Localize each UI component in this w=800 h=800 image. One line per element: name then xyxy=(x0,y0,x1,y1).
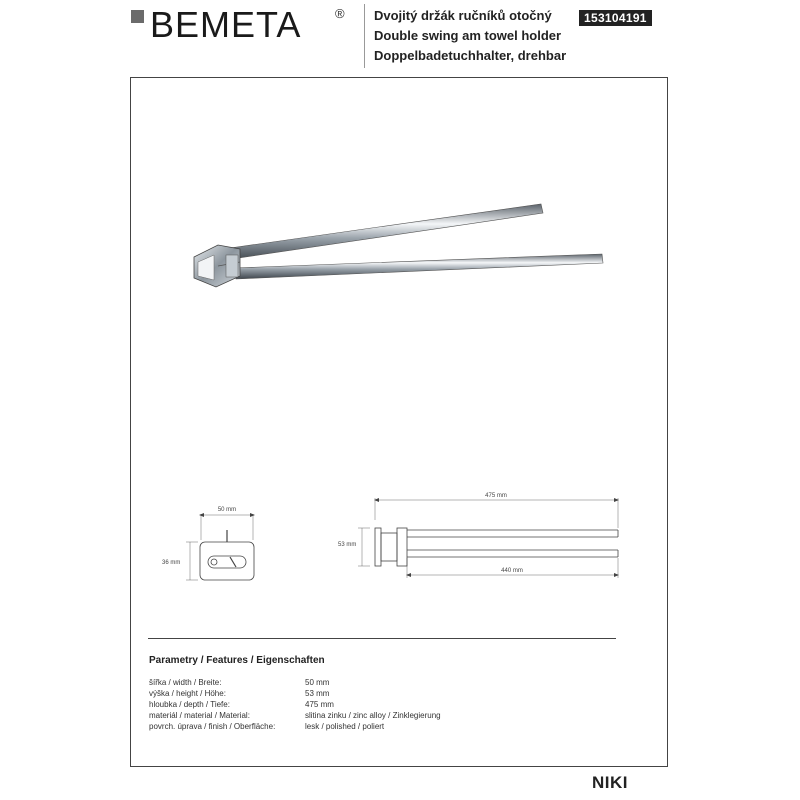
registered-mark: ® xyxy=(335,6,345,21)
feature-label-width: šířka / width / Breite: xyxy=(149,678,222,687)
dim-bar-length: 440 mm xyxy=(501,568,523,574)
product-name: NIKI xyxy=(592,773,628,792)
section-divider xyxy=(148,638,616,639)
dim-side-height: 53 mm xyxy=(338,542,357,548)
product-photo xyxy=(194,204,603,287)
feature-value-depth: 475 mm xyxy=(305,700,334,709)
feature-label-material: materiál / material / Material: xyxy=(149,711,250,720)
lower-bar xyxy=(234,254,603,279)
feature-value-material: slitina zinku / zinc alloy / Zinklegierung xyxy=(305,711,441,720)
feature-label-finish: povrch. úprava / finish / Oberfläche: xyxy=(149,722,276,731)
dim-front-height: 36 mm xyxy=(162,560,181,566)
feature-value-finish: lesk / polished / poliert xyxy=(305,722,385,731)
product-code-badge: 153104191 xyxy=(579,10,652,26)
upper-bar xyxy=(216,204,543,261)
feature-label-depth: hloubka / depth / Tiefe: xyxy=(149,700,230,709)
features-heading: Parametry / Features / Eigenschaften xyxy=(149,655,325,666)
side-view-drawing xyxy=(358,498,619,578)
title-german: Doppelbadetuchhalter, drehbar xyxy=(374,48,567,63)
feature-value-height: 53 mm xyxy=(305,689,330,698)
feature-value-width: 50 mm xyxy=(305,678,330,687)
dim-side-length: 475 mm xyxy=(485,493,507,499)
title-czech: Dvojitý držák ručníků otočný xyxy=(374,8,552,23)
title-english: Double swing am towel holder xyxy=(374,28,562,43)
dim-front-width: 50 mm xyxy=(217,507,237,513)
front-view-drawing xyxy=(186,513,255,580)
feature-label-height: výška / height / Höhe: xyxy=(149,689,226,698)
brand-logo: BEMETA xyxy=(150,4,302,45)
